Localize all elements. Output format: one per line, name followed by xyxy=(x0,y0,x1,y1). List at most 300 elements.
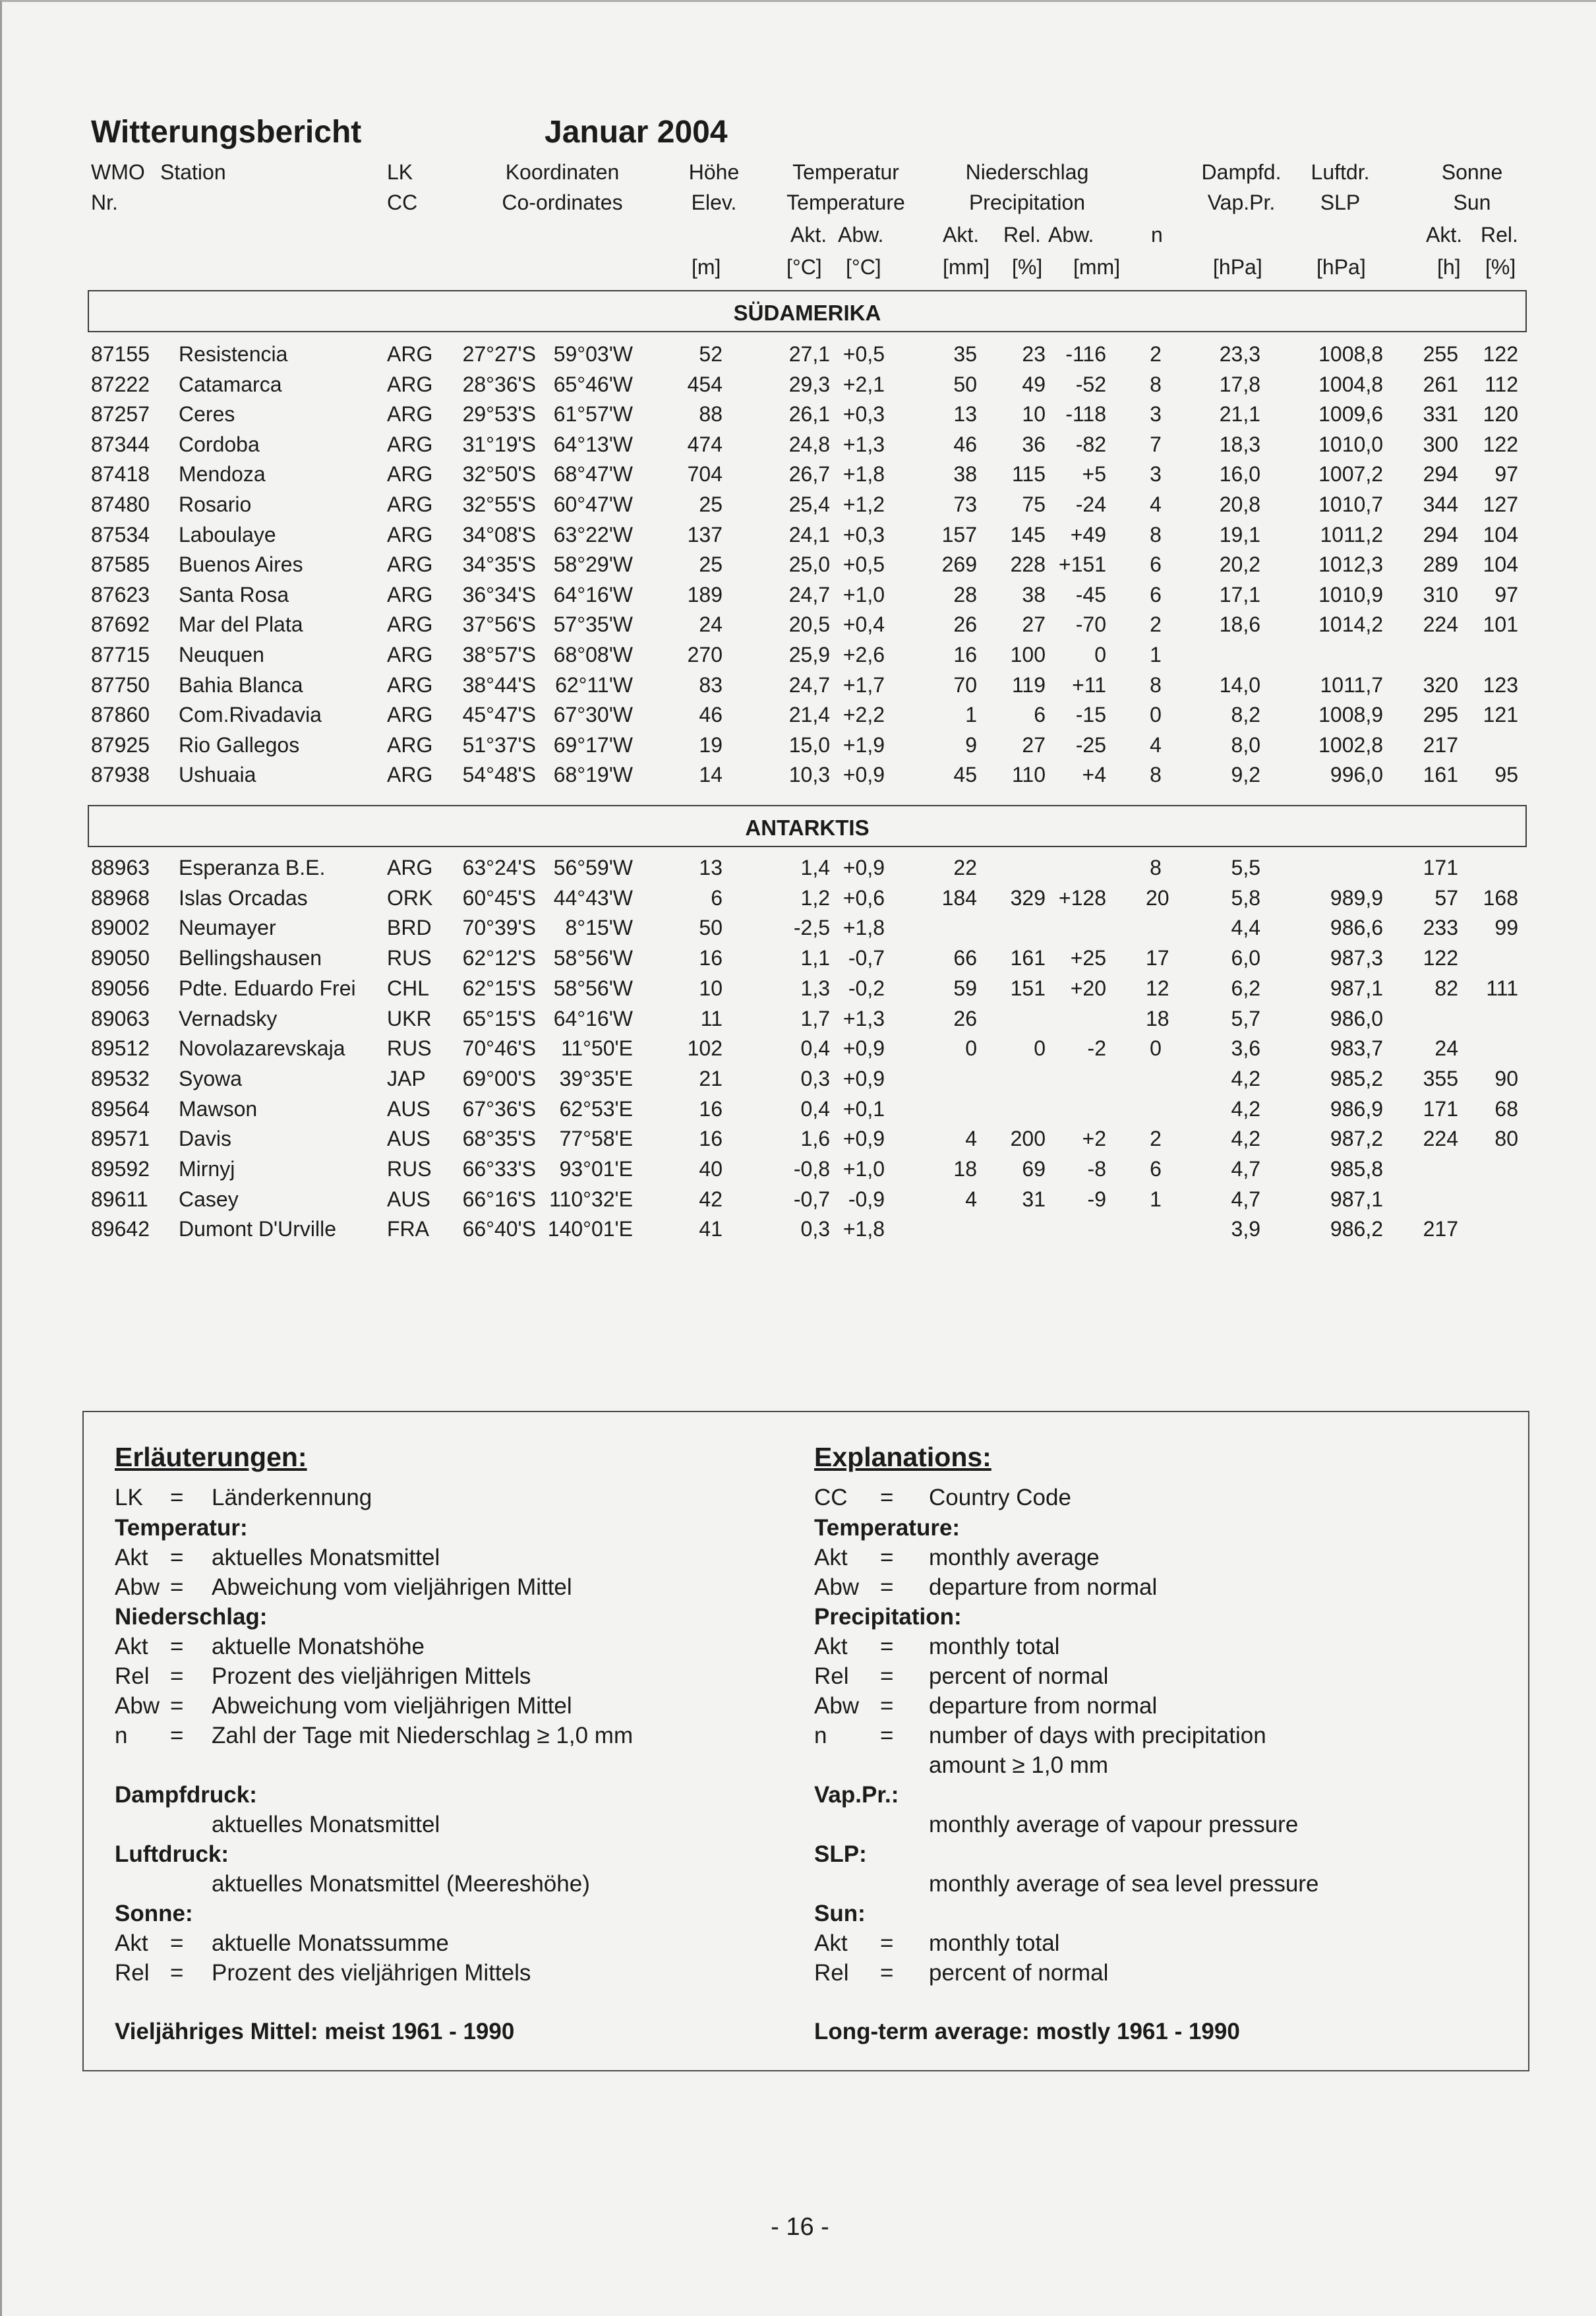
hdr-unit-m: [m] xyxy=(692,255,721,279)
station-name: Syowa xyxy=(179,1066,243,1090)
country-code: AUS xyxy=(387,1187,430,1211)
wmo-nr: 87692 xyxy=(91,612,150,637)
prec-rel: 69 xyxy=(1022,1157,1046,1181)
temp-akt: 24,1 xyxy=(788,522,830,547)
prec-akt: 18 xyxy=(953,1157,977,1181)
legend-box xyxy=(82,1411,1529,2071)
sun-akt: 355 xyxy=(1423,1066,1458,1090)
legend-section-de: Temperatur: xyxy=(115,1515,248,1541)
country-code: ARG xyxy=(387,522,433,547)
legend-eq: = xyxy=(880,1960,894,1986)
temp-abw: +0,9 xyxy=(842,1066,885,1090)
sea-level-pressure: 983,7 xyxy=(1330,1036,1383,1061)
prec-rel: 38 xyxy=(1022,582,1046,607)
longitude: 44°43'W xyxy=(553,885,633,910)
wmo-nr: 88968 xyxy=(91,885,150,910)
region-header-suedamerika xyxy=(88,290,1527,332)
prec-days: 8 xyxy=(1150,763,1162,787)
prec-akt: 59 xyxy=(953,976,977,1000)
table-row xyxy=(2,1034,1596,1064)
legend-value: amount ≥ 1,0 mm xyxy=(929,1752,1109,1778)
latitude: 38°57'S xyxy=(462,643,536,667)
temp-akt: 0,4 xyxy=(800,1036,830,1061)
sun-akt: 171 xyxy=(1423,856,1458,879)
vap-pressure: 14,0 xyxy=(1219,672,1260,697)
sun-rel: 90 xyxy=(1494,1066,1518,1090)
wmo-nr: 89571 xyxy=(91,1127,150,1151)
elevation: 137 xyxy=(687,522,723,547)
legend-key: Akt xyxy=(814,1634,848,1659)
hdr-lk: LK xyxy=(387,160,413,184)
wmo-nr: 89050 xyxy=(91,946,150,970)
station-name: Davis xyxy=(179,1127,232,1151)
elevation: 10 xyxy=(699,976,723,1000)
temp-akt: 26,1 xyxy=(788,402,830,427)
legend-value: aktuelle Monatshöhe xyxy=(212,1634,425,1659)
vap-pressure: 4,2 xyxy=(1231,1096,1260,1121)
table-row xyxy=(2,730,1596,761)
legend-value: aktuelle Monatssumme xyxy=(212,1930,449,1956)
longitude: 67°30'W xyxy=(553,703,633,727)
sun-rel: 112 xyxy=(1484,372,1518,396)
temp-akt: 20,5 xyxy=(788,612,830,637)
hdr-vappr: Vap.Pr. xyxy=(1207,191,1276,214)
prec-abw: +151 xyxy=(1058,552,1106,577)
sun-akt: 224 xyxy=(1423,1127,1458,1151)
legend-value: percent of normal xyxy=(929,1663,1109,1689)
vap-pressure: 4,2 xyxy=(1231,1127,1260,1151)
elevation: 16 xyxy=(699,946,723,970)
station-name: Vernadsky xyxy=(179,1006,278,1030)
temp-abw: +1,2 xyxy=(842,492,885,516)
elevation: 11 xyxy=(700,1006,723,1030)
prec-abw: +20 xyxy=(1070,976,1106,1000)
prec-days: 2 xyxy=(1150,1127,1162,1151)
legend-value: aktuelles Monatsmittel (Meereshöhe) xyxy=(212,1871,590,1897)
prec-days: 2 xyxy=(1150,612,1162,637)
vap-pressure: 8,2 xyxy=(1231,703,1260,727)
hdr-sonne: Sonne xyxy=(1441,160,1503,184)
temp-abw: +1,3 xyxy=(842,432,885,456)
prec-days: 6 xyxy=(1150,1157,1162,1181)
country-code: ARG xyxy=(387,672,433,697)
country-code: UKR xyxy=(387,1006,432,1030)
country-code: ARG xyxy=(387,552,433,577)
temp-abw: +0,9 xyxy=(842,1127,885,1151)
legend-eq: = xyxy=(170,1723,184,1748)
prec-akt: 73 xyxy=(953,492,977,516)
vap-pressure: 9,2 xyxy=(1231,763,1260,787)
sun-rel: 104 xyxy=(1483,552,1518,577)
temp-akt: 0,3 xyxy=(800,1066,830,1090)
temp-akt: 1,6 xyxy=(800,1127,830,1151)
sea-level-pressure: 985,2 xyxy=(1330,1066,1383,1090)
sea-level-pressure: 1004,8 xyxy=(1318,372,1383,396)
legend-eq: = xyxy=(880,1693,894,1719)
prec-abw: +128 xyxy=(1058,885,1106,910)
hdr-unit-h: [h] xyxy=(1437,255,1461,279)
country-code: ARG xyxy=(387,703,433,727)
longitude: 57°35'W xyxy=(553,612,633,637)
sea-level-pressure: 986,9 xyxy=(1330,1096,1383,1121)
legend-eq: = xyxy=(170,1960,184,1986)
station-name: Resistencia xyxy=(179,342,288,366)
legend-footer-en: Long-term average: mostly 1961 - 1990 xyxy=(814,2019,1240,2044)
elevation: 102 xyxy=(687,1036,723,1061)
sun-akt: 233 xyxy=(1423,916,1458,940)
page-number: - 16 - xyxy=(771,2213,829,2241)
sun-rel: 168 xyxy=(1483,885,1518,910)
legend-section-en: Temperature: xyxy=(814,1515,961,1541)
elevation: 21 xyxy=(699,1066,723,1090)
country-code: ARG xyxy=(387,462,433,487)
table-row xyxy=(2,610,1596,640)
elevation: 454 xyxy=(687,372,723,396)
hdr-prec-abw: Abw. xyxy=(1048,223,1094,247)
temp-abw: +0,5 xyxy=(842,552,885,577)
legend-value: Länderkennung xyxy=(212,1485,372,1510)
legend-eq: = xyxy=(880,1663,894,1689)
prec-akt: 0 xyxy=(965,1036,977,1061)
vap-pressure: 23,3 xyxy=(1219,342,1260,366)
longitude: 58°56'W xyxy=(553,946,633,970)
table-row xyxy=(2,460,1596,490)
temp-abw: -0,2 xyxy=(848,976,885,1000)
vap-pressure: 17,8 xyxy=(1219,372,1260,396)
legend-value: monthly average of sea level pressure xyxy=(929,1871,1319,1897)
prec-akt: 38 xyxy=(953,462,977,487)
longitude: 64°16'W xyxy=(553,1006,633,1030)
longitude: 59°03'W xyxy=(553,342,633,366)
temp-abw: +0,9 xyxy=(842,1036,885,1061)
sea-level-pressure: 986,0 xyxy=(1330,1006,1383,1030)
prec-rel: 23 xyxy=(1022,342,1046,366)
wmo-nr: 87222 xyxy=(91,372,150,396)
table-row xyxy=(2,550,1596,580)
sun-akt: 24 xyxy=(1434,1036,1458,1061)
legend-eq: = xyxy=(880,1574,894,1600)
sun-rel: 68 xyxy=(1494,1096,1518,1121)
legend-value: Abweichung vom vieljährigen Mittel xyxy=(212,1574,572,1600)
legend-eq: = xyxy=(170,1693,184,1719)
latitude: 66°33'S xyxy=(462,1157,536,1181)
elevation: 6 xyxy=(711,885,723,910)
sea-level-pressure: 985,8 xyxy=(1330,1157,1383,1181)
hdr-dampfd: Dampfd. xyxy=(1201,160,1282,184)
latitude: 37°56'S xyxy=(462,612,536,637)
hdr-unit-hpa1: [hPa] xyxy=(1213,255,1262,279)
sea-level-pressure: 1008,9 xyxy=(1318,703,1383,727)
sun-akt: 161 xyxy=(1423,763,1458,787)
sun-akt: 217 xyxy=(1423,732,1458,757)
prec-rel: 145 xyxy=(1010,522,1046,547)
country-code: ARG xyxy=(387,612,433,637)
station-name: Cordoba xyxy=(179,432,260,456)
longitude: 60°47'W xyxy=(553,492,633,516)
temp-akt: 15,0 xyxy=(788,732,830,757)
sun-rel: 127 xyxy=(1483,492,1518,516)
sea-level-pressure: 1002,8 xyxy=(1318,732,1383,757)
longitude: 68°19'W xyxy=(553,763,633,787)
country-code: ARG xyxy=(387,763,433,787)
legend-value: aktuelles Monatsmittel xyxy=(212,1545,440,1570)
wmo-nr: 87715 xyxy=(91,643,150,667)
prec-rel: 110 xyxy=(1011,763,1046,787)
sun-rel: 97 xyxy=(1494,582,1518,607)
longitude: 77°58'E xyxy=(559,1127,633,1151)
latitude: 62°15'S xyxy=(462,976,536,1000)
hdr-unit-mm1: [mm] xyxy=(943,255,990,279)
sun-rel: 80 xyxy=(1494,1127,1518,1151)
vap-pressure: 6,0 xyxy=(1231,946,1260,970)
temp-akt: 0,3 xyxy=(800,1217,830,1241)
vap-pressure: 3,6 xyxy=(1231,1036,1260,1061)
prec-akt: 28 xyxy=(953,582,977,607)
report-title: Witterungsbericht xyxy=(91,115,362,150)
sun-akt: 289 xyxy=(1423,552,1458,577)
latitude: 38°44'S xyxy=(462,672,536,697)
prec-rel: 329 xyxy=(1010,885,1046,910)
longitude: 61°57'W xyxy=(553,402,633,427)
wmo-nr: 89592 xyxy=(91,1157,150,1181)
legend-section-de: Luftdruck: xyxy=(115,1841,229,1867)
vap-pressure: 18,6 xyxy=(1219,612,1260,637)
table-row xyxy=(2,1004,1596,1034)
sun-akt: 294 xyxy=(1423,462,1458,487)
station-name: Rosario xyxy=(179,492,252,516)
prec-rel: 31 xyxy=(1022,1187,1046,1211)
legend-heading-en: Explanations: xyxy=(814,1442,991,1472)
legend-value: departure from normal xyxy=(929,1574,1158,1600)
table-row xyxy=(2,640,1596,670)
sea-level-pressure: 986,2 xyxy=(1330,1217,1383,1241)
longitude: 8°15'W xyxy=(565,916,633,940)
elevation: 25 xyxy=(699,552,723,577)
hdr-prec-n: n xyxy=(1151,223,1163,247)
prec-days: 12 xyxy=(1146,976,1169,1000)
sun-akt: 261 xyxy=(1423,372,1458,396)
temp-akt: 24,7 xyxy=(788,672,830,697)
country-code: CHL xyxy=(387,976,430,1000)
elevation: 42 xyxy=(699,1187,723,1211)
wmo-nr: 89056 xyxy=(91,976,150,1000)
temp-abw: -0,7 xyxy=(848,946,885,970)
country-code: ARG xyxy=(387,643,433,667)
wmo-nr: 88963 xyxy=(91,856,150,879)
elevation: 83 xyxy=(699,672,723,697)
vap-pressure: 5,7 xyxy=(1231,1006,1260,1030)
sea-level-pressure: 1010,0 xyxy=(1318,432,1383,456)
station-name: Rio Gallegos xyxy=(179,732,300,757)
hdr-precipitation: Precipitation xyxy=(968,191,1086,214)
prec-abw: -45 xyxy=(1075,582,1106,607)
legend-key: Abw xyxy=(814,1693,860,1719)
legend-key: n xyxy=(115,1723,128,1748)
longitude: 58°56'W xyxy=(553,976,633,1000)
elevation: 19 xyxy=(699,732,723,757)
legend-eq: = xyxy=(880,1485,894,1510)
sea-level-pressure: 1010,9 xyxy=(1318,582,1383,607)
prec-abw: -82 xyxy=(1075,432,1106,456)
table-row xyxy=(2,1154,1596,1185)
legend-heading-de: Erläuterungen: xyxy=(115,1442,307,1472)
hdr-prec-rel: Rel. xyxy=(1003,223,1041,247)
temp-abw: +1,3 xyxy=(842,1006,885,1030)
prec-abw: -9 xyxy=(1087,1187,1106,1211)
prec-abw: -70 xyxy=(1075,612,1106,637)
prec-abw: +25 xyxy=(1070,946,1106,970)
prec-days: 6 xyxy=(1150,582,1162,607)
wmo-nr: 87925 xyxy=(91,732,150,757)
prec-rel: 115 xyxy=(1011,462,1046,487)
latitude: 36°34'S xyxy=(462,582,536,607)
prec-akt: 1 xyxy=(965,703,977,727)
sun-akt: 300 xyxy=(1423,432,1458,456)
temp-akt: 24,7 xyxy=(788,582,830,607)
legend-key: Rel xyxy=(115,1960,150,1986)
temp-abw: +1,8 xyxy=(842,916,885,940)
latitude: 34°35'S xyxy=(462,552,536,577)
legend-value: monthly average xyxy=(929,1545,1100,1570)
legend-section-de: Dampfdruck: xyxy=(115,1782,257,1808)
station-name: Mirnyj xyxy=(179,1157,235,1181)
prec-days: 7 xyxy=(1150,432,1162,456)
wmo-nr: 87534 xyxy=(91,522,150,547)
country-code: RUS xyxy=(387,1157,432,1181)
elevation: 41 xyxy=(699,1217,723,1241)
temp-abw: +1,9 xyxy=(842,732,885,757)
sun-akt: 57 xyxy=(1434,885,1458,910)
vap-pressure: 6,2 xyxy=(1231,976,1260,1000)
sea-level-pressure: 989,9 xyxy=(1330,885,1383,910)
prec-days: 8 xyxy=(1150,856,1162,879)
country-code: ARG xyxy=(387,372,433,396)
prec-akt: 50 xyxy=(953,372,977,396)
temp-abw: +1,8 xyxy=(842,1217,885,1241)
station-name: Com.Rivadavia xyxy=(179,703,322,727)
prec-akt: 26 xyxy=(953,1006,977,1030)
elevation: 24 xyxy=(699,612,723,637)
prec-days: 0 xyxy=(1150,1036,1162,1061)
sea-level-pressure: 1008,8 xyxy=(1318,342,1383,366)
temp-akt: 29,3 xyxy=(788,372,830,396)
hdr-hoehe: Höhe xyxy=(688,160,740,184)
hdr-sun: Sun xyxy=(1453,191,1491,214)
sun-rel: 101 xyxy=(1483,612,1518,637)
table-row xyxy=(2,1094,1596,1125)
wmo-nr: 87750 xyxy=(91,672,150,697)
sun-akt: 320 xyxy=(1423,672,1458,697)
latitude: 45°47'S xyxy=(462,703,536,727)
legend-eq: = xyxy=(880,1545,894,1570)
prec-akt: 46 xyxy=(953,432,977,456)
table-row xyxy=(2,340,1596,370)
country-code: ARG xyxy=(387,492,433,516)
hdr-station: Station xyxy=(160,160,226,184)
legend-key: Abw xyxy=(814,1574,860,1600)
table-row xyxy=(2,1185,1596,1215)
legend-eq: = xyxy=(170,1545,184,1570)
prec-akt: 4 xyxy=(965,1127,977,1151)
hdr-coordinates: Co-ordinates xyxy=(502,191,623,214)
longitude: 64°16'W xyxy=(553,582,633,607)
country-code: ARG xyxy=(387,582,433,607)
temp-abw: +2,2 xyxy=(842,703,885,727)
station-name: Santa Rosa xyxy=(179,582,289,607)
prec-days: 4 xyxy=(1150,732,1162,757)
prec-abw: -15 xyxy=(1075,703,1106,727)
wmo-nr: 87155 xyxy=(91,342,150,366)
station-name: Dumont D'Urville xyxy=(179,1217,337,1241)
legend-key: Akt xyxy=(814,1545,848,1570)
latitude: 32°55'S xyxy=(462,492,536,516)
table-row xyxy=(2,943,1596,974)
legend-value: monthly average of vapour pressure xyxy=(929,1812,1299,1837)
table-row xyxy=(2,700,1596,730)
table-row xyxy=(2,370,1596,400)
temp-abw: +0,9 xyxy=(842,856,885,879)
legend-section-de: Sonne: xyxy=(115,1901,193,1926)
prec-abw: +11 xyxy=(1072,672,1106,697)
sea-level-pressure: 996,0 xyxy=(1330,763,1383,787)
station-name: Esperanza B.E. xyxy=(179,856,326,879)
latitude: 34°08'S xyxy=(462,522,536,547)
latitude: 70°39'S xyxy=(462,916,536,940)
legend-key: Rel xyxy=(814,1663,849,1689)
table-row xyxy=(2,580,1596,610)
temp-akt: -0,8 xyxy=(793,1157,830,1181)
sun-akt: 217 xyxy=(1423,1217,1458,1241)
legend-value: aktuelles Monatsmittel xyxy=(212,1812,440,1837)
table-row xyxy=(2,883,1596,914)
legend-value: percent of normal xyxy=(929,1960,1109,1986)
prec-abw: +2 xyxy=(1082,1127,1106,1151)
hdr-elev: Elev. xyxy=(691,191,737,214)
prec-akt: 26 xyxy=(953,612,977,637)
temp-akt: 0,4 xyxy=(800,1096,830,1121)
vap-pressure: 19,1 xyxy=(1219,522,1260,547)
report-month: Januar 2004 xyxy=(545,115,728,150)
elevation: 40 xyxy=(699,1157,723,1181)
hdr-unit-pct: [%] xyxy=(1012,255,1043,279)
legend-eq: = xyxy=(880,1723,894,1748)
legend-key: Akt xyxy=(814,1930,848,1956)
latitude: 66°16'S xyxy=(462,1187,536,1211)
sun-akt: 224 xyxy=(1423,612,1458,637)
temp-abw: +0,9 xyxy=(842,763,885,787)
temp-akt: 25,0 xyxy=(788,552,830,577)
region-label: SÜDAMERIKA xyxy=(733,301,881,325)
hdr-temperatur: Temperatur xyxy=(792,160,899,184)
prec-rel: 6 xyxy=(1034,703,1046,727)
elevation: 25 xyxy=(699,492,723,516)
station-name: Catamarca xyxy=(179,372,282,396)
station-name: Pdte. Eduardo Frei xyxy=(179,976,356,1000)
longitude: 140°01'E xyxy=(547,1217,633,1241)
prec-akt: 22 xyxy=(953,856,977,879)
temp-akt: 21,4 xyxy=(788,703,830,727)
sun-rel: 97 xyxy=(1494,462,1518,487)
sea-level-pressure: 1007,2 xyxy=(1318,462,1383,487)
elevation: 704 xyxy=(687,462,723,487)
legend-eq: = xyxy=(170,1634,184,1659)
latitude: 29°53'S xyxy=(462,402,536,427)
hdr-wmo: WMO xyxy=(91,160,145,184)
prec-abw: -8 xyxy=(1087,1157,1106,1181)
legend-section-en: Sun: xyxy=(814,1901,866,1926)
table-row xyxy=(2,430,1596,460)
temp-akt: 1,1 xyxy=(800,946,830,970)
